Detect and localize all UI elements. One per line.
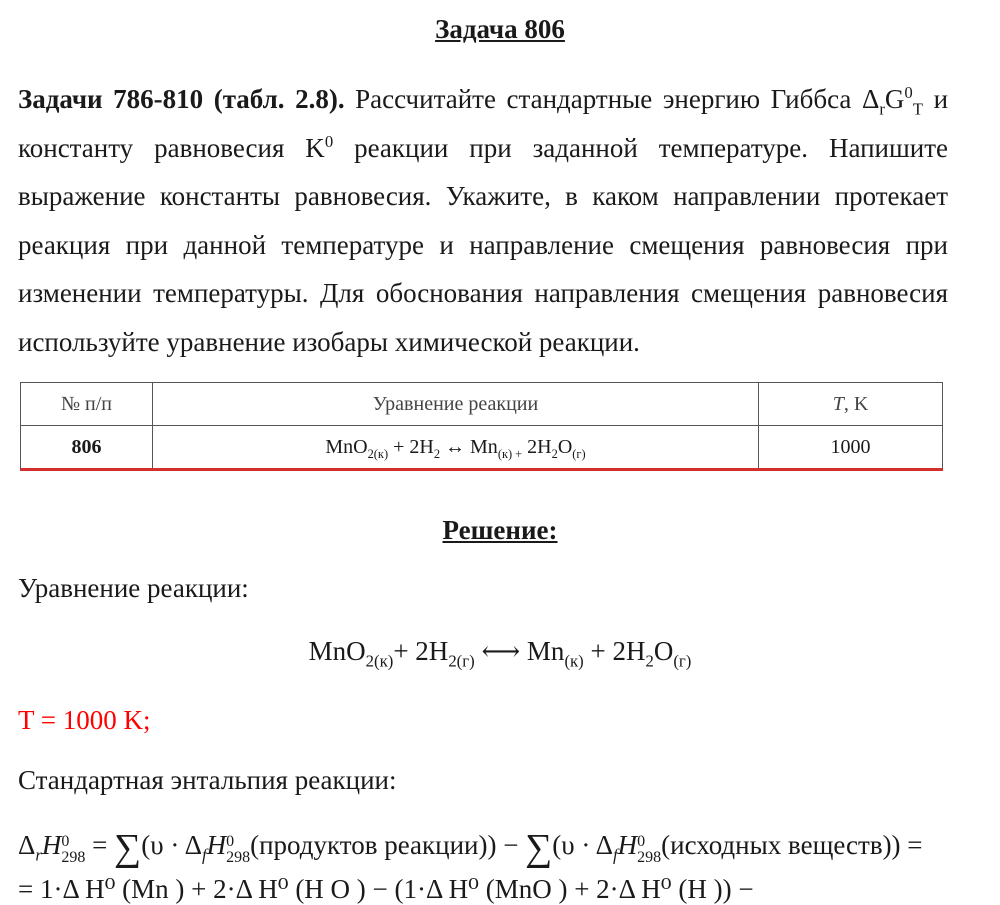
sum-icon: ∑ (114, 827, 142, 869)
row-eq-h2o-sub: 2 (551, 446, 558, 461)
page-title: Задача 806 (435, 14, 565, 44)
formula-equals: = (85, 830, 115, 860)
reaction-equation (0, 636, 1000, 671)
sum-icon: ∑ (525, 827, 553, 869)
reaction-o-sub: (г) (673, 651, 692, 671)
problem-sub-t: T (912, 99, 924, 119)
reaction-h2: + 2H (393, 636, 449, 666)
formula-stack-3: 0 298 (637, 833, 662, 866)
problem-sup-k: 0 (324, 131, 334, 151)
formula-h-2: H (617, 830, 638, 860)
row-equation (153, 426, 759, 470)
problem-text-3: реакции при заданной температуре. Напишите выражение константы равновесия. Укажите, в каком направлении протекает реакция при данной температуре и направление смещения равновесия при изменении температуры. Для обоснования направления смещения равновесия используйте уравнение изобары химической реакции. (18, 132, 948, 357)
table-header-row (21, 383, 943, 426)
temperature-line: T = 1000 K; (18, 705, 151, 735)
row-temperature: 1000 (759, 426, 943, 470)
row-eq-o-sub: (г) (572, 446, 586, 461)
header-temperature (759, 383, 943, 426)
reaction-o: O (653, 636, 674, 666)
row-eq-mn-sub: (к) + (497, 446, 523, 461)
header-t-sep: , (843, 392, 854, 415)
row-eq-arrow: ↔ Mn (440, 435, 498, 458)
row-eq-o: O (557, 435, 573, 458)
reaction-arrow: ⟷ (474, 636, 527, 666)
problem-sub-r: r (879, 99, 885, 119)
problem-sup-0: 0 (904, 83, 913, 102)
enthalpy-formula (18, 826, 998, 870)
formula-f-2: f (613, 845, 618, 865)
formula-reactants: (исходных веществ)) = (661, 830, 923, 860)
row-eq-mno2: MnO (325, 435, 368, 458)
formula-h: H (41, 830, 62, 860)
formula-nu-2: (υ · Δ (552, 830, 614, 860)
reaction-mn: Mn (526, 636, 565, 666)
reaction-mno2-sub: 2(к) (365, 651, 394, 671)
formula-nu-1: (υ · Δ (141, 830, 202, 860)
header-t-symbol: T (832, 392, 844, 415)
problem-g: G (884, 84, 905, 114)
reaction-mn-sub: (к) (564, 651, 584, 671)
header-t-unit: K (853, 392, 869, 415)
header-number: № п/п (21, 383, 153, 426)
formula-stack-1: 0 298 (61, 833, 86, 866)
reaction-h2-sub: 2(г) (448, 651, 475, 671)
solution-heading: Решение: (442, 515, 558, 545)
row-eq-h2-sub: 2 (433, 446, 441, 461)
row-eq-h2: + 2H (388, 435, 434, 458)
formula-h-1: H (206, 830, 227, 860)
reaction-label: Уравнение реакции: (18, 573, 249, 603)
problem-lead: Задачи 786-810 (табл. 2.8). (18, 84, 345, 114)
formula-f-1: f (201, 845, 207, 865)
reaction-mno2: MnO (308, 636, 366, 666)
row-number: 806 (21, 426, 153, 470)
problem-statement (18, 75, 948, 366)
reaction-h2o: + 2H (583, 636, 646, 666)
problem-text-2: и константу равновесия K (18, 84, 949, 163)
formula-stack-2: 0 298 (226, 833, 251, 866)
formula-products: (продуктов реакции)) − (250, 830, 526, 860)
table-row (21, 426, 943, 470)
row-eq-h2o: 2H (522, 435, 552, 458)
problem-text-1: Рассчитайте стандартные энергию Гиббса Δ (344, 84, 880, 114)
enthalpy-label: Стандартная энтальпия реакции: (18, 765, 397, 795)
formula-continuation: = 1·Δ H⁰ (Mn ) + 2·Δ H⁰ (H O ) − (1·Δ H⁰ (MnO ) + 2·Δ H⁰ (H )) − (18, 874, 754, 904)
reaction-table (20, 382, 943, 471)
row-eq-mno2-sub: 2(к) (367, 446, 389, 461)
reaction-h2o-sub: 2 (645, 651, 654, 671)
formula-delta: Δ (18, 830, 36, 860)
header-equation: Уравнение реакции (153, 383, 759, 426)
formula-r: r (35, 845, 42, 865)
